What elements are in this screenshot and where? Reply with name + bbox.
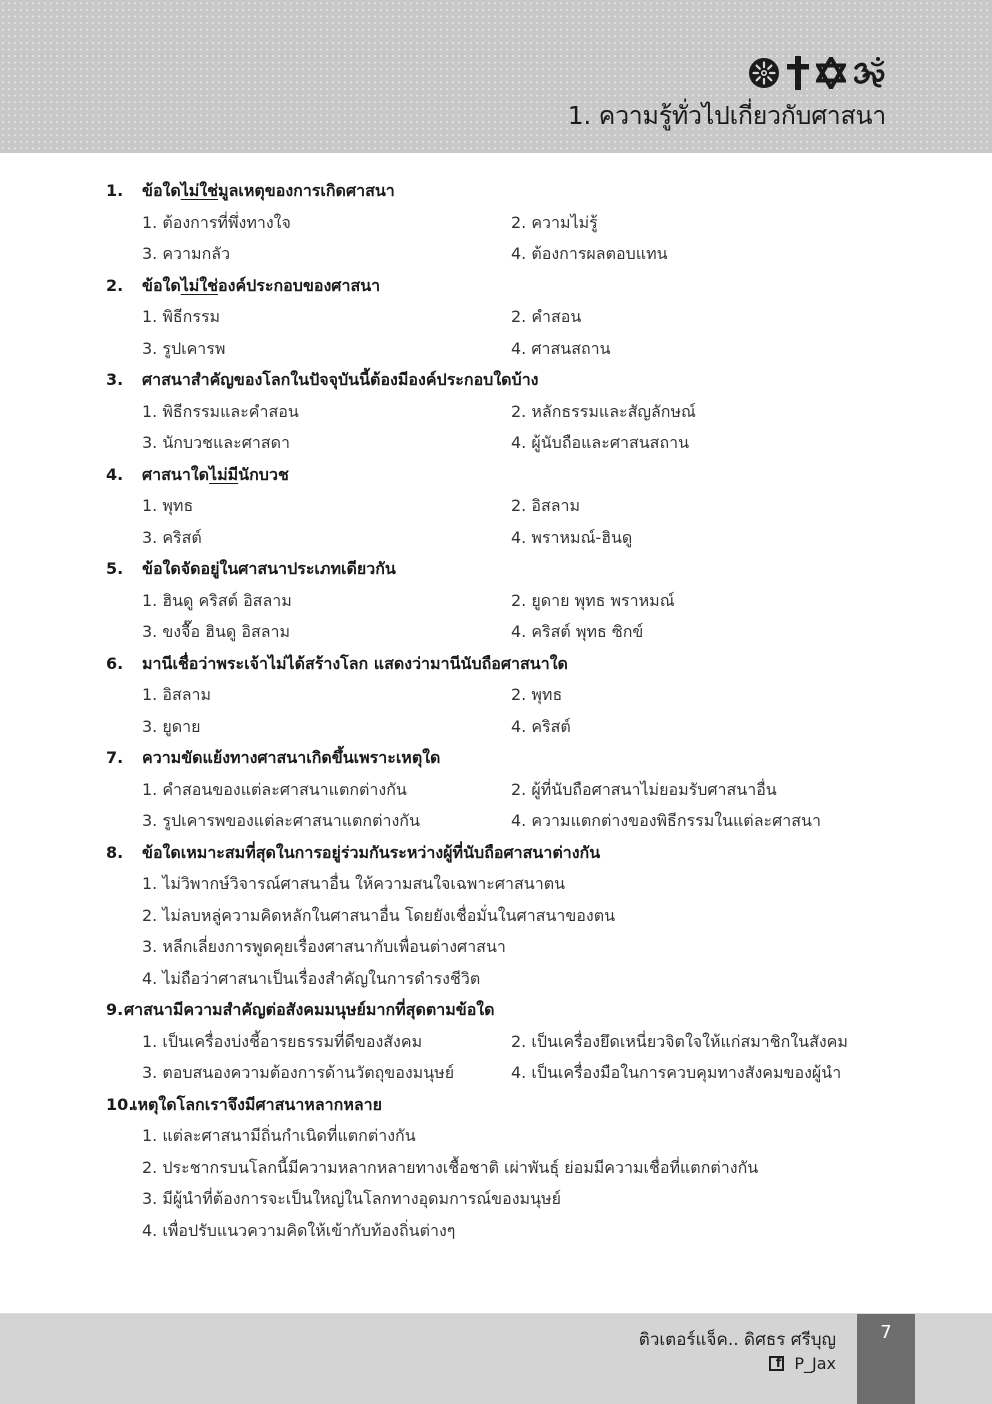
- answer-option[interactable]: 2. คำสอน: [511, 307, 582, 326]
- options-row: [0, 490, 992, 522]
- question-heading: [0, 553, 992, 585]
- answer-option[interactable]: 2. ประชากรบนโลกนี้มีความหลากหลายทางเชื้อชาติ เผ่าพันธุ์ ย่อมมีความเชื่อที่แตกต่างกัน: [142, 1157, 759, 1177]
- question-heading: [0, 175, 992, 207]
- question-item: [0, 742, 992, 837]
- question-text: [124, 994, 495, 1026]
- answer-option[interactable]: 2. ผู้ที่นับถือศาสนาไม่ยอมรับศาสนาอื่น: [511, 779, 777, 799]
- question-text-part: ศาสนาสำคัญของโลกในปัจจุบันนี้ต้องมีองค์ประกอบใดบ้าง: [142, 370, 539, 389]
- answer-option[interactable]: 2. หลักธรรมและสัญลักษณ์: [511, 401, 696, 421]
- star-of-david-icon: [816, 57, 846, 89]
- facebook-link[interactable]: [769, 1354, 836, 1373]
- question-text-part: มานีเชื่อว่าพระเจ้าไม่ได้สร้างโลก แสดงว่ามานีนับถือศาสนาใด: [142, 653, 568, 673]
- question-heading: [0, 1089, 992, 1121]
- answer-option[interactable]: 4. เป็นเครื่องมือในการควบคุมทางสังคมของผู้นำ: [511, 1063, 842, 1082]
- answer-option[interactable]: 4. ไม่ถือว่าศาสนาเป็นเรื่องสำคัญในการดำรงชีวิต: [142, 968, 481, 988]
- answer-options: [0, 585, 992, 648]
- question-emphasis: ไม่ใช่: [180, 181, 219, 200]
- answer-option[interactable]: 3. นักบวชและศาสดา: [142, 433, 290, 452]
- question-text: [142, 270, 380, 302]
- answer-option[interactable]: 1. ไม่วิพากษ์วิจารณ์ศาสนาอื่น ให้ความสนใจเฉพาะศาสนาตน: [142, 874, 566, 893]
- answer-option[interactable]: 4. เพื่อปรับแนวความคิดให้เข้ากับท้องถิ่นต่างๆ: [142, 1220, 456, 1240]
- answer-option[interactable]: 2. เป็นเครื่องยึดเหนี่ยวจิตใจให้แก่สมาชิกในสังคม: [511, 1031, 848, 1051]
- answer-option[interactable]: 4. คริสต์: [511, 716, 571, 736]
- answer-option[interactable]: 1. พิธีกรรม: [142, 307, 221, 326]
- question-heading: [0, 648, 992, 680]
- question-number: 8.: [106, 842, 124, 862]
- question-text-part: เหตุใดโลกเราจึงมีศาสนาหลากหลาย: [132, 1094, 383, 1114]
- question-heading: [0, 270, 992, 302]
- answer-option[interactable]: 3. ตอบสนองความต้องการด้านวัตถุของมนุษย์: [142, 1063, 455, 1082]
- answer-option[interactable]: 3. หลีกเลี่ยงการพูดคุยเรื่องศาสนากับเพื่อนต่างศาสนา: [142, 937, 506, 956]
- options-row: [0, 585, 992, 617]
- options-row: [0, 868, 992, 900]
- question-heading: [0, 459, 992, 491]
- question-text-part: ความขัดแย้งทางศาสนาเกิดขึ้นเพราะเหตุใด: [142, 748, 441, 767]
- question-number: 5.: [106, 559, 124, 578]
- question-text: [142, 553, 396, 585]
- question-text-part: ข้อใดจัดอยู่ในศาสนาประเภทเดียวกัน: [142, 559, 396, 578]
- question-number: 4.: [106, 464, 124, 484]
- options-row: [0, 396, 992, 428]
- author-name: ติวเตอร์แจ็ค.. ดิศธร ศรีบุญ: [638, 1330, 836, 1350]
- question-item: [0, 837, 992, 995]
- question-heading: [0, 837, 992, 869]
- options-row: [0, 931, 992, 963]
- facebook-handle: P_Jax: [794, 1354, 836, 1373]
- answer-option[interactable]: 4. พราหมณ์-ฮินดู: [511, 527, 633, 547]
- options-row: [0, 711, 992, 743]
- question-list: [0, 175, 992, 1246]
- options-row: [0, 301, 992, 333]
- answer-option[interactable]: 3. คริสต์: [142, 527, 202, 547]
- question-text: [132, 1089, 382, 1121]
- answer-option[interactable]: 1. ฮินดู คริสต์ อิสลาม: [142, 590, 292, 610]
- dharma-wheel-icon: [748, 57, 780, 89]
- answer-option[interactable]: 4. คริสต์ พุทธ ซิกข์: [511, 622, 644, 641]
- page-number-box: [857, 1314, 915, 1404]
- options-row: [0, 522, 992, 554]
- question-item: [0, 648, 992, 743]
- question-text: [142, 837, 600, 869]
- answer-options: [0, 1026, 992, 1089]
- answer-options: [0, 490, 992, 553]
- options-row: [0, 207, 992, 239]
- answer-options: [0, 396, 992, 459]
- answer-option[interactable]: 1. เป็นเครื่องบ่งชี้อารยธรรมที่ดีของสังคม: [142, 1031, 423, 1051]
- question-text-part: ศาสนามีความสำคัญต่อสังคมมนุษย์มากที่สุดตามข้อใด: [124, 1000, 495, 1019]
- christian-cross-icon: [786, 55, 810, 91]
- answer-option[interactable]: 4. ต้องการผลตอบแทน: [511, 244, 668, 263]
- question-heading: [0, 742, 992, 774]
- page-number: 7: [880, 1322, 892, 1343]
- question-text-part: ข้อใดเหมาะสมที่สุดในการอยู่ร่วมกันระหว่างผู้ที่นับถือศาสนาต่างกัน: [142, 842, 601, 862]
- question-number: 10.: [106, 1094, 135, 1114]
- answer-option[interactable]: 3. ยูดาย: [142, 716, 201, 736]
- answer-option[interactable]: 3. ความกลัว: [142, 244, 231, 263]
- answer-option[interactable]: 1. แต่ละศาสนามีถิ่นกำเนิดที่แตกต่างกัน: [142, 1126, 416, 1145]
- page-footer: [0, 1313, 992, 1404]
- options-row: [0, 1152, 992, 1184]
- question-heading: [0, 994, 992, 1026]
- options-row: [0, 427, 992, 459]
- answer-option[interactable]: 2. ยูดาย พุทธ พราหมณ์: [511, 590, 675, 610]
- answer-option[interactable]: 2. ไม่ลบหลู่ความคิดหลักในศาสนาอื่น โดยยังเชื่อมั่นในศาสนาของตน: [142, 905, 616, 925]
- answer-option[interactable]: 3. ขงจื๊อ ฮินดู อิสลาม: [142, 622, 291, 641]
- options-row: [0, 805, 992, 837]
- answer-option[interactable]: 4. ศาสนสถาน: [511, 338, 611, 358]
- answer-option[interactable]: 4. ผู้นับถือและศาสนสถาน: [511, 433, 690, 452]
- question-text: [142, 459, 289, 491]
- answer-option[interactable]: 1. ต้องการที่พึ่งทางใจ: [142, 212, 291, 232]
- answer-options: [0, 774, 992, 837]
- question-text-part: องค์ประกอบของศาสนา: [218, 275, 381, 295]
- answer-options: [0, 1120, 992, 1246]
- question-item: [0, 994, 992, 1089]
- answer-option[interactable]: 1. คำสอนของแต่ละศาสนาแตกต่างกัน: [142, 779, 407, 799]
- question-item: [0, 175, 992, 270]
- question-item: [0, 1089, 992, 1247]
- question-text: [142, 648, 568, 680]
- answer-options: [0, 868, 992, 994]
- answer-option[interactable]: 2. อิสลาม: [511, 496, 581, 515]
- answer-option[interactable]: 2. พุทธ: [511, 685, 563, 704]
- question-number: 2.: [106, 275, 124, 295]
- question-emphasis: ไม่ใช่: [180, 275, 219, 295]
- options-row: [0, 238, 992, 270]
- question-item: [0, 364, 992, 459]
- options-row: [0, 333, 992, 365]
- answer-option[interactable]: 2. ความไม่รู้: [511, 212, 598, 232]
- answer-options: [0, 207, 992, 270]
- options-row: [0, 1026, 992, 1058]
- om-icon: [852, 56, 886, 90]
- options-row: [0, 963, 992, 995]
- options-row: [0, 1183, 992, 1215]
- question-emphasis: ไม่มี: [209, 464, 239, 484]
- question-number: 3.: [106, 370, 124, 389]
- answer-option[interactable]: 3. รูปเคารพ: [142, 338, 226, 358]
- options-row: [0, 679, 992, 711]
- options-row: [0, 900, 992, 932]
- question-text-part: นักบวช: [238, 464, 289, 484]
- chapter-title: 1. ความรู้ทั่วไปเกี่ยวกับศาสนา: [567, 101, 886, 130]
- question-heading: [0, 364, 992, 396]
- question-item: [0, 553, 992, 648]
- options-row: [0, 1120, 992, 1152]
- question-text-part: ข้อใด: [142, 275, 181, 295]
- answer-options: [0, 679, 992, 742]
- answer-option[interactable]: 4. ความแตกต่างของพิธีกรรมในแต่ละศาสนา: [511, 811, 821, 830]
- answer-options: [0, 301, 992, 364]
- question-text: [142, 175, 395, 207]
- options-row: [0, 1215, 992, 1247]
- question-number: 7.: [106, 748, 124, 767]
- answer-option[interactable]: 1. อิสลาม: [142, 685, 212, 704]
- question-text-part: มูลเหตุของการเกิดศาสนา: [218, 181, 395, 200]
- answer-option[interactable]: 1. พิธีกรรมและคำสอน: [142, 401, 299, 421]
- question-text: [142, 364, 538, 396]
- options-row: [0, 616, 992, 648]
- answer-option[interactable]: 1. พุทธ: [142, 496, 194, 515]
- answer-option[interactable]: 3. มีผู้นำที่ต้องการจะเป็นใหญ่ในโลกทางอุดมการณ์ของมนุษย์: [142, 1189, 561, 1208]
- religion-symbols: [748, 55, 886, 91]
- options-row: [0, 774, 992, 806]
- question-text-part: ศาสนาใด: [142, 464, 210, 484]
- question-text-part: ข้อใด: [142, 181, 181, 200]
- facebook-icon: f: [769, 1356, 784, 1371]
- question-item: [0, 459, 992, 554]
- question-number: 1.: [106, 181, 124, 200]
- page-header: [0, 0, 992, 153]
- question-number: 9.: [106, 1000, 124, 1019]
- question-number: 6.: [106, 653, 124, 673]
- question-item: [0, 270, 992, 365]
- answer-option[interactable]: 3. รูปเคารพของแต่ละศาสนาแตกต่างกัน: [142, 811, 420, 830]
- question-text: [142, 742, 440, 774]
- options-row: [0, 1057, 992, 1089]
